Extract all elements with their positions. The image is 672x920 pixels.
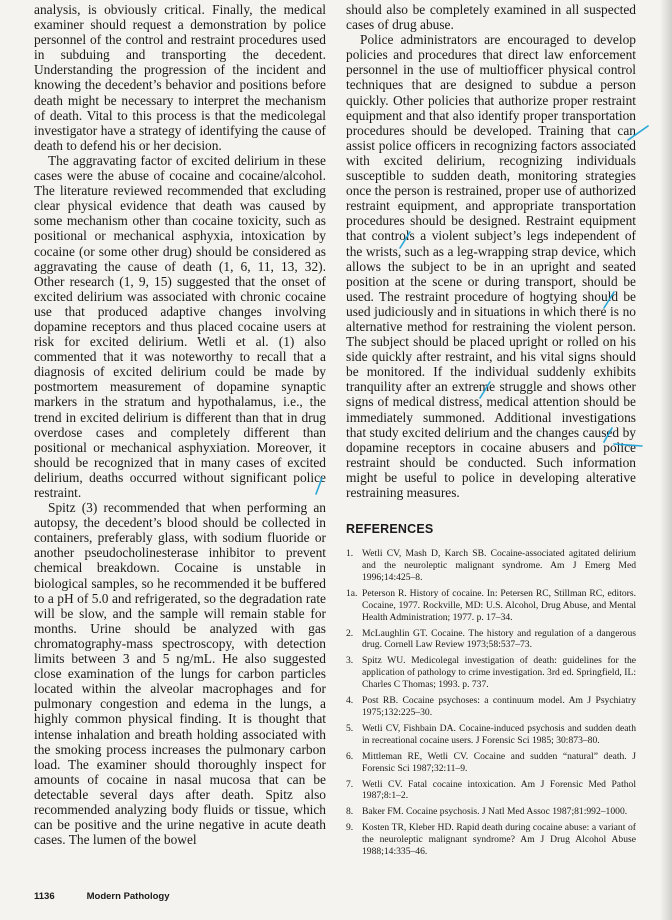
reference-item <box>346 779 636 803</box>
body-paragraph: The aggravating factor of excited delirium in these cases were the abuse of cocaine and cocaine/alcohol. The literature reviewed recommended that excluding clear physical evidence that death was caused by some mechanism other than cocaine toxicity, such as positional or mechanical asphyxia, intoxication by cocaine (or some other drug) should be considered as aggravating the cause of death (1, 6, 11, 13, 32). Other research (1, 9, 15) suggested that the onset of excited delirium was associated with chronic cocaine use that produced adaptive changes involving dopamine receptors and thus placed cocaine users at risk for excited delirium. Wetli et al. (1) also commented that it was noteworthy to recall that a diagnosis of excited delirium could be made by postmortem measurement of dopamine synaptic markers in the stratum and hypothalamus, i.e., the trend in excited delirium is different than that in drug overdose cases and completely different than positional or mechanical asphyxiation. Moreover, it should be recognized that in many cases of excited delirium, deaths occurred without significant police restraint. <box>34 152 326 500</box>
journal-name: Modern Pathology <box>86 891 170 902</box>
reference-text: Kosten TR, Kleber HD. Rapid death during cocaine abuse: a variant of the neuroleptic malignant syndrome? Am J Drug Alcohol Abuse 1988;14:335–46. <box>362 822 636 858</box>
page-edge-shadow <box>660 0 672 920</box>
references-heading: REFERENCES <box>346 522 434 537</box>
reference-number: 6. <box>346 750 354 762</box>
reference-text: Baker FM. Cocaine psychosis. J Natl Med Assoc 1987;81:992–1000. <box>362 806 628 818</box>
reference-number: 7. <box>346 778 354 790</box>
body-paragraph: Spitz (3) recommended that when performing an autopsy, the decedent’s blood should be collected in containers, preferably glass, with sodium fluoride or another pseudocholinesterase inhibitor to prevent chemical breakdown. Cocaine is unstable in biological samples, so he recommended it be buffered to a pH of 5.0 and refrigerated, so the degradation rate will be slow, and the sample will remain stable for months. Urine should be analyzed with gas chromatography-mass spectroscopy, with detection limits between 3 and 5 ng/mL. He also suggested close examination of the lungs for carbon particles located within the alveolar macrophages and for pulmonary congestion and edema in the lungs, a highly common physical finding. It is thought that intense inhalation and breath holding associated with the smoking process increases the pulmonary carbon load. The examiner should thoroughly inspect for amounts of cocaine in nasal mucosa that can be detectable several days after death. Spitz also recommended analyzing body fluids or tissue, which can be positive and the urine negative in acute death cases. The lumen of the bowel <box>34 500 326 848</box>
reference-item <box>346 588 636 624</box>
reference-number: 8. <box>346 806 354 818</box>
left-column <box>34 2 326 847</box>
reference-number: 4. <box>346 695 354 707</box>
reference-item <box>346 548 636 584</box>
right-column <box>346 2 636 862</box>
page-footer <box>34 891 170 902</box>
reference-text: Spitz WU. Medicolegal investigation of death: guidelines for the application of pathology to crime investigation. 3rd ed. Springfield, IL: Charles C Thomas; 1993. p. 737. <box>362 655 636 691</box>
reference-number: 3. <box>346 655 354 667</box>
reference-list <box>346 548 636 858</box>
reference-text: Peterson R. History of cocaine. In: Petersen RC, Stillman RC, editors. Cocaine, 1977. Rockville, MD: U.S. Alcohol, Drug Abuse, and Mental Health Administration; 1977. p. 17–34. <box>362 587 636 623</box>
reference-text: Wetli CV. Fatal cocaine intoxication. Am J Forensic Med Pathol 1987;8:1–2. <box>362 778 636 802</box>
reference-text: Wetli CV, Fishbain DA. Cocaine-induced psychosis and sudden death in recreational cocaine users. J Forensic Sci 1985; 30:873–80. <box>362 722 636 746</box>
reference-item <box>346 751 636 775</box>
reference-item <box>346 723 636 747</box>
reference-text: Post RB. Cocaine psychoses: a continuum model. Am J Psychiatry 1975;132:225–30. <box>362 695 636 718</box>
reference-item <box>346 806 636 818</box>
reference-text: Mittleman RE, Wetli CV. Cocaine and sudden “natural” death. J Forensic Sci 1987;32:11–9. <box>362 750 636 774</box>
reference-text: McLaughlin GT. Cocaine. The history and regulation of a dangerous drug. Cornell Law Review 1973;58:537–73. <box>362 627 636 651</box>
reference-item <box>346 695 636 719</box>
reference-number: 1. <box>346 548 354 560</box>
reference-text: Wetli CV, Mash D, Karch SB. Cocaine-associated agitated delirium and the neuroleptic malignant syndrome. Am J Emerg Med 1996;14:425–8. <box>362 548 636 583</box>
reference-item <box>346 822 636 858</box>
body-paragraph: Police administrators are encouraged to develop policies and procedures that direct law enforcement personnel in the use of multiofficer physical control techniques that are designed to subdue a person quickly. Other policies that authorize proper restraint equipment and that also identify proper transportation procedures should be developed. Training that can assist police officers in recognizing factors associated with excited delirium, recognizing individuals susceptible to sudden death, monitoring strategies once the person is restrained, proper use of authorized restraint equipment, and appropriate transportation procedures should be designed. Restraint equipment that controls a violent subject’s legs independent of the wrists, such as a leg-wrapping strap device, which allows the subject to be in an upright and seated position at the scene or during transport, should be used. The restraint procedure of hogtying should be used judiciously and in situations in which there is no alternative method for restraining the violent person. The subject should be placed upright or rolled on his side quickly after restraint, and his vital signs should be monitored. If the individual suddenly exhibits tranquility after an extreme struggle and shows other signs of medical distress, medical attention should be immediately summoned. Additional investigations that study excited delirium and the changes caused by dopamine receptors in cocaine abusers and police restraint should be conducted. Such information might be useful to police in developing alterative restraining measures. <box>346 32 636 500</box>
body-paragraph: should also be completely examined in all suspected cases of drug abuse. <box>346 2 636 33</box>
reference-number: 1a. <box>346 587 358 599</box>
reference-item <box>346 655 636 691</box>
body-paragraph: analysis, is obviously critical. Finally, the medical examiner should request a demonstration by police personnel of the control and restraint procedures used in subduing and transporting the decedent. Understanding the progression of the incident and knowing the decedent’s behavior and positions before death might be necessary to interpret the mechanism of death. Vital to this process is that the medicolegal investigator have a strategy of identifying the cause of death to defend his or her decision. <box>34 2 326 153</box>
page-number: 1136 <box>34 891 55 902</box>
reference-number: 2. <box>346 627 354 639</box>
reference-number: 5. <box>346 722 354 734</box>
reference-item <box>346 628 636 652</box>
reference-number: 9. <box>346 822 354 834</box>
